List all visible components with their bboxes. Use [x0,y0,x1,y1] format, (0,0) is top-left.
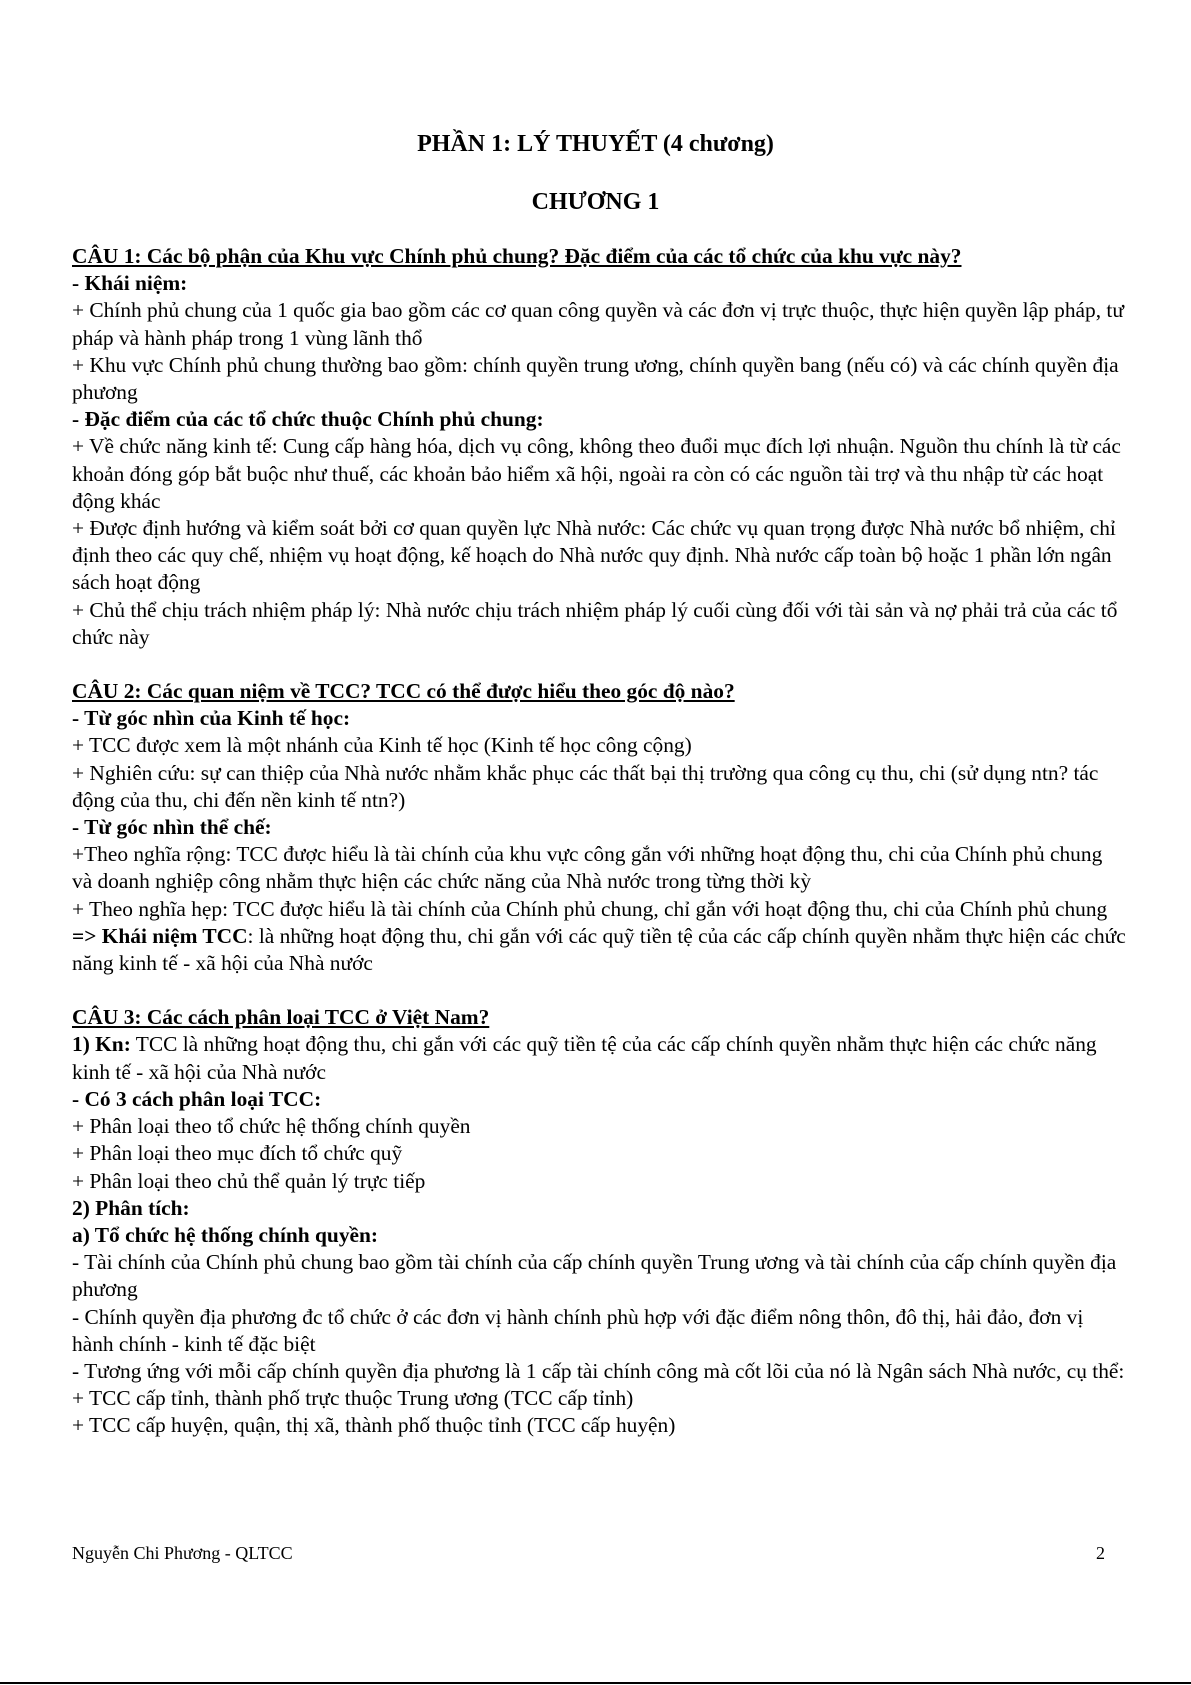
spacer [72,977,1127,1004]
page-title: PHẦN 1: LÝ THUYẾT (4 chương) [417,131,774,157]
q2-concept-label: => Khái niệm TCC [72,923,248,948]
q3-paragraph: - Tương ứng với mỗi cấp chính quyền địa phương là 1 cấp tài chính công mà cốt lõi của nó là Ngân sách Nhà nước, cụ thể: [72,1358,1125,1383]
q2-paragraph: +Theo nghĩa rộng: TCC được hiểu là tài chính của khu vực công gắn với những hoạt động thu, chi của Chính phủ chung và doanh nghiệp công nhằm thực hiện các chức năng của Nhà nước trong từng thời kỳ [72,842,1103,894]
chapter-title: CHƯƠNG 1 [531,189,660,215]
q3-paragraph: + TCC cấp tỉnh, thành phố trực thuộc Trung ương (TCC cấp tỉnh) [72,1386,634,1411]
q2-concept-text: : là những hoạt động thu, chi gắn với các quỹ tiền tệ của các cấp chính quyền nhằm thực hiện các chức năng kinh tế - xã hội của Nhà nước [72,923,1126,976]
question-3-heading: CÂU 3: Các cách phân loại TCC ở Việt Nam? [72,1005,490,1030]
q1-paragraph: + Chủ thể chịu trách nhiệm pháp lý: Nhà nước chịu trách nhiệm pháp lý cuối cùng đối với tài sản và nợ phải trả của các tổ chức này [72,597,1118,649]
q1-paragraph: + Về chức năng kinh tế: Cung cấp hàng hóa, dịch vụ công, không theo đuổi mục đích lợi nhuận. Nguồn thu chính là từ các khoản đóng góp bắt buộc như thuế, các khoản bảo hiểm xã hội, ngoài ra còn có các nguồn tài trợ và thu nhập từ các hoạt động khác [72,434,1121,513]
q3-subheading-analysis: 2) Phân tích: [72,1195,190,1220]
footer-author: Nguyễn Chi Phương - QLTCC [72,1543,293,1563]
question-2-heading: CÂU 2: Các quan niệm về TCC? TCC có thể được hiểu theo góc độ nào? [72,679,735,704]
document-body [72,243,1127,1440]
q3-kn-label: 1) Kn: [72,1032,131,1057]
q1-paragraph: + Khu vực Chính phủ chung thường bao gồm: chính quyền trung ương, chính quyền bang (nếu có) và các chính quyền địa phương [72,352,1119,405]
page-bottom-divider [0,1682,1191,1684]
q2-subheading-economics: - Từ góc nhìn của Kinh tế học: [72,706,351,731]
q3-paragraph: + Phân loại theo chủ thể quản lý trực tiếp [72,1168,426,1193]
q3-paragraph: + Phân loại theo mục đích tổ chức quỹ [72,1141,403,1166]
q1-subheading-concept: - Khái niệm: [72,271,188,296]
q2-paragraph: + Theo nghĩa hẹp: TCC được hiểu là tài chính của Chính phủ chung, chỉ gắn với hoạt động thu, chi của Chính phủ chung [72,896,1108,921]
q3-subheading-government-system: a) Tổ chức hệ thống chính quyền: [72,1222,379,1247]
q1-paragraph: + Chính phủ chung của 1 quốc gia bao gồm các cơ quan công quyền và các đơn vị trực thuộc, thực hiện quyền lập pháp, tư pháp và hành pháp trong 1 vùng lãnh thổ [72,298,1124,350]
q3-paragraph: + Phân loại theo tổ chức hệ thống chính quyền [72,1114,471,1139]
q3-paragraph: - Chính quyền địa phương đc tổ chức ở các đơn vị hành chính phù hợp với đặc điểm nông thôn, đô thị, hải đảo, đơn vị hành chính - kinh tế đặc biệt [72,1304,1084,1356]
q3-subheading-classification: - Có 3 cách phân loại TCC: [72,1086,322,1111]
q2-paragraph: + TCC được xem là một nhánh của Kinh tế học (Kinh tế học công cộng) [72,733,692,758]
q2-paragraph [72,923,1127,977]
page-number: 2 [1096,1543,1105,1563]
q2-paragraph: + Nghiên cứu: sự can thiệp của Nhà nước nhằm khắc phục các thất bại thị trường qua công cụ thu, chi (sử dụng ntn? tác động của thu, chi đến nền kinh tế ntn?) [72,760,1099,812]
q3-kn-text: TCC là những hoạt động thu, chi gắn với các quỹ tiền tệ của các cấp chính quyền nhằm thực hiện các chức năng kinh tế - xã hội của Nhà nước [72,1032,1097,1084]
q1-paragraph: + Được định hướng và kiểm soát bởi cơ quan quyền lực Nhà nước: Các chức vụ quan trọng được Nhà nước bổ nhiệm, chỉ định theo các quy chế, nhiệm vụ hoạt động, kế hoạch do Nhà nước quy định. Nhà nước cấp toàn bộ hoặc 1 phần lớn ngân sách hoạt động [72,516,1116,595]
q2-subheading-institution: - Từ góc nhìn thể chế: [72,815,272,840]
q3-paragraph: - Tài chính của Chính phủ chung bao gồm tài chính của cấp chính quyền Trung ương và tài chính của cấp chính quyền địa phương [72,1250,1117,1302]
q3-paragraph: + TCC cấp huyện, quận, thị xã, thành phố thuộc tỉnh (TCC cấp huyện) [72,1413,676,1438]
q1-subheading-features: - Đặc điểm của các tổ chức thuộc Chính phủ chung: [72,407,544,432]
question-1-heading: CÂU 1: Các bộ phận của Khu vực Chính phủ chung? Đặc điểm của các tổ chức của khu vực này? [72,244,962,268]
q3-paragraph [72,1031,1127,1085]
spacer [72,651,1127,678]
